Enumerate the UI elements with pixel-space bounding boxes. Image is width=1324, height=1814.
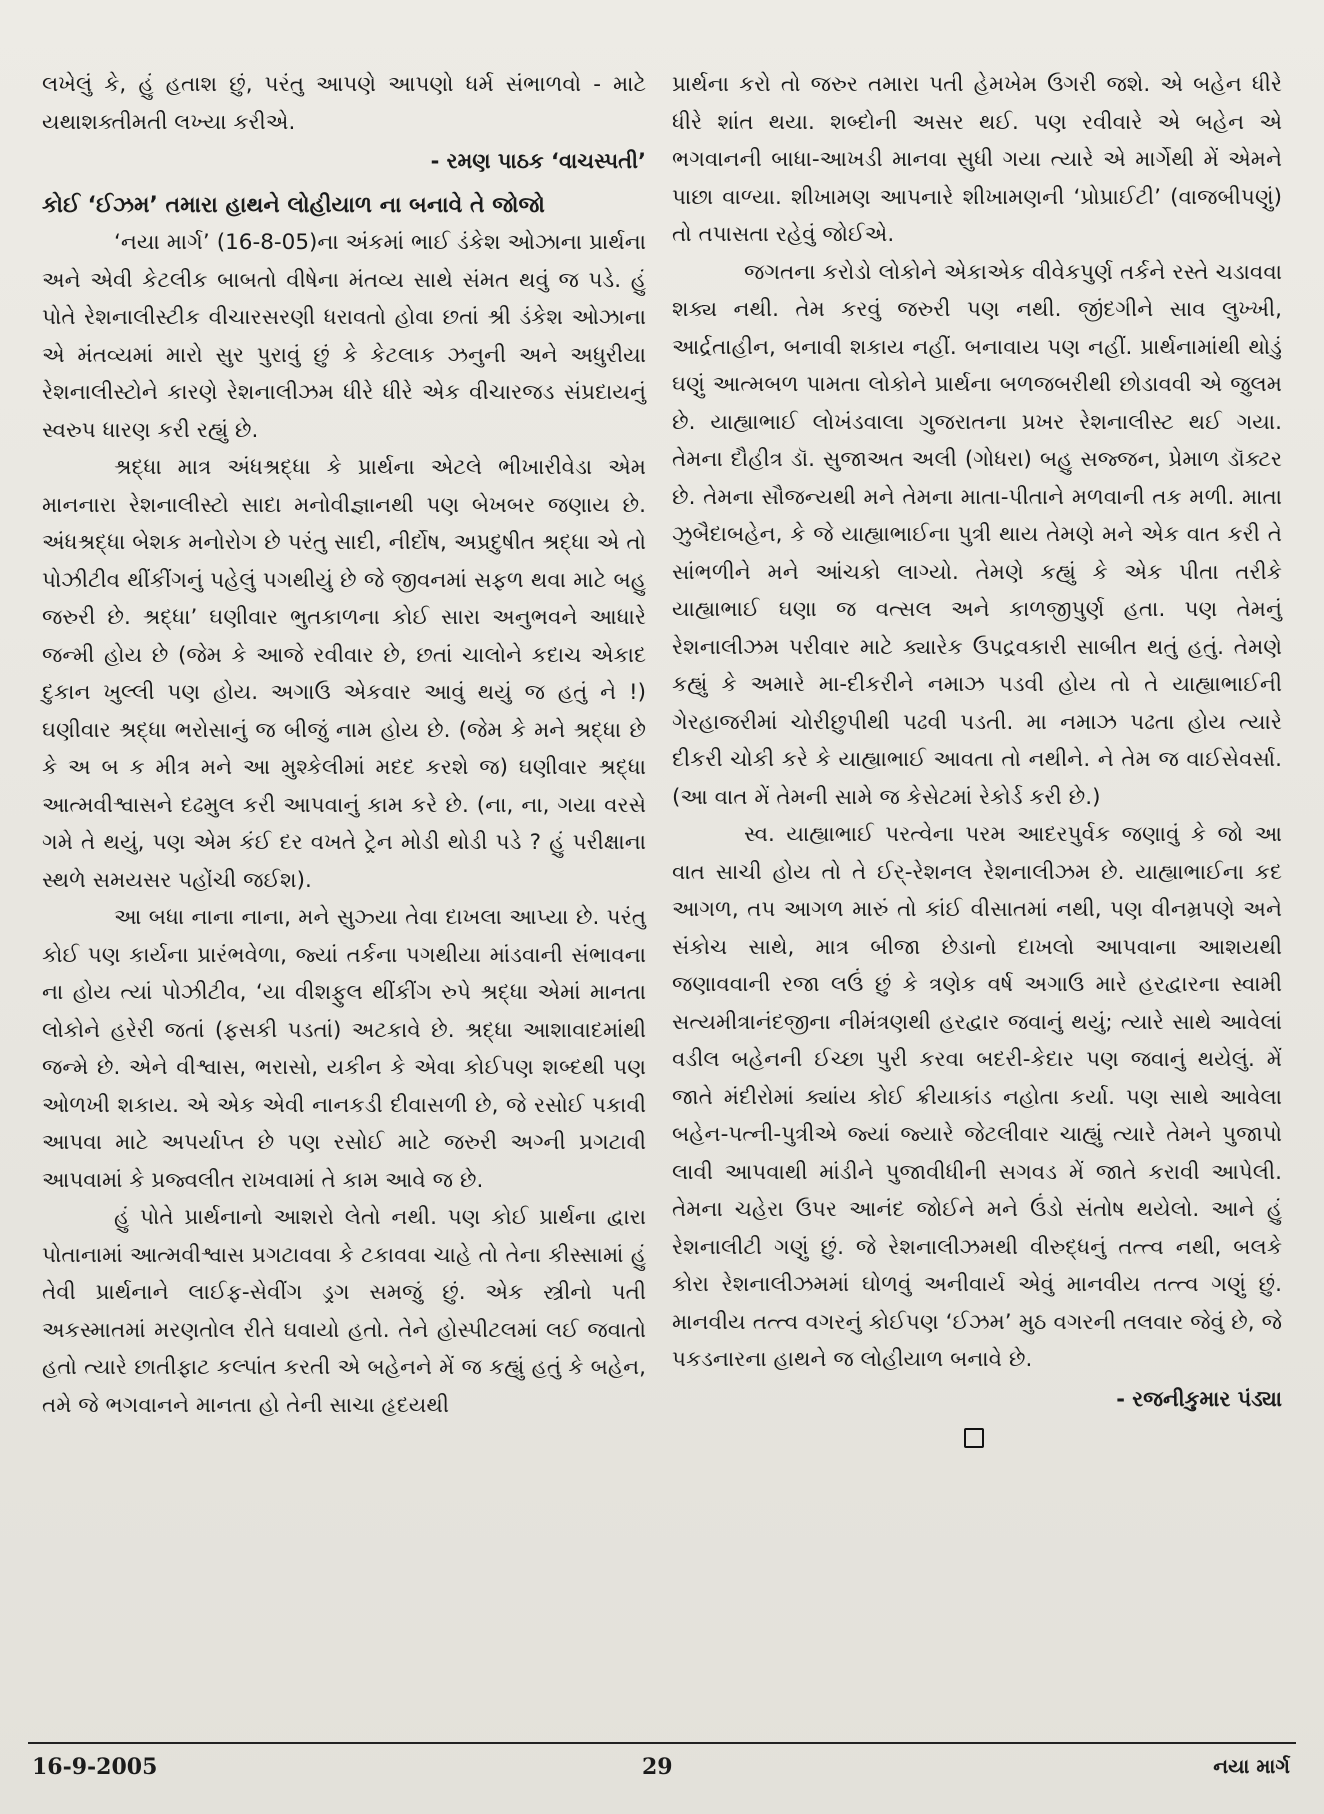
footer-divider — [28, 1742, 1296, 1744]
paragraph-4: હું પોતે પ્રાર્થનાનો આશરો લેતો નથી. પણ કોઈ પ્રાર્થના દ્વારા પોતાનામાં આત્મવીશ્વાસ પ્રગટાવવા કે ટકાવવા ચાહે તો તેના કીસ્સામાં હું તેવી પ્રાર્થનાને લાઈફ-સેવીંગ ડ્રગ સમજું છું. એક સ્ત્રીનો પતી અકસ્માતમાં મરણતોલ રીતે ઘવાયો હતો. તેને હોસ્પીટલમાં લઈ જવાતો હતો ત્યારે છાતીફાટ કલ્પાંત કરતી એ બહેનને મેં જ કહ્યું હતું કે બહેન, તમે જે ભગવાનને માનતા હો તેની સાચા હૃદયથી — [42, 1205, 646, 1418]
end-mark-icon — [964, 1428, 984, 1448]
paragraph-2: શ્રદ્ધા માત્ર અંધશ્રદ્ધા કે પ્રાર્થના એટલે ભીખારીવેડા એમ માનનારા રેશનાલીસ્ટો સાદા મનોવીજ્ઞાનથી પણ બેખબર જણાય છે. અંધશ્રદ્ધા બેશક મનોરોગ છે પરંતુ સાદી, નીર્દોષ, અપ્રદુષીત શ્રદ્ધા એ તો પોઝીટીવ થીંકીંગનું પહેલું પગથીયું છે જે જીવનમાં સફળ થવા માટે બહુ જરુરી છે. શ્રદ્ધા’ ઘણીવાર ભુતકાળના કોઈ સારા અનુભવને આધારે જન્મી હોય છે (જેમ કે આજે રવીવાર છે, છતાં ચાલોને કદાચ એકાદ દુકાન ખુલ્લી પણ હોય. અગાઉ એકવાર આવું થયું જ હતું ને !) ઘણીવાર શ્રદ્ધા ભરોસાનું જ બીજું નામ હોય છે. (જેમ કે મને શ્રદ્ધા છે કે અ બ ક મીત્ર મને આ મુશ્કેલીમાં મદદ કરશે જ) ઘણીવાર શ્રદ્ધા આત્મવીશ્વાસને દઢમુલ કરી આપવાનું કામ કરે છે. (ના, ના, ગયા વરસે ગમે તે થયું, પણ એમ કંઈ દર વખતે ટ્રેન મોડી થોડી પડે ? હું પરીક્ષાના સ્થળે સમયસર પહોંચી જઈશ). — [42, 455, 646, 893]
right-column — [672, 66, 1282, 1448]
intro-signature: - રમણ પાઠક ‘વાચસ્પતી’ — [430, 149, 646, 173]
paragraph-5: પ્રાર્થના કરો તો જરુર તમારા પતી હેમખેમ ઉગરી જશે. એ બહેન ધીરે ધીરે શાંત થયા. શબ્દોની અસર થઈ. પણ રવીવારે એ બહેન એ ભગવાનની બાધા-આખડી માનવા સુધી ગયા ત્યારે એ માર્ગેથી મેં એમને પાછા વાળ્યા. શીખામણ આપનારે શીખામણની ‘પ્રોપ્રાઈટી’ (વાજબીપણું) તો તપાસતા રહેવું જોઈએ. — [672, 72, 1282, 247]
paragraph-3: આ બધા નાના નાના, મને સુઝ્યા તેવા દાખલા આપ્યા છે. પરંતુ કોઈ પણ કાર્યના પ્રારંભવેળા, જ્યાં તર્કના પગથીયા માંડવાની સંભાવના ના હોય ત્યાં પોઝીટીવ, ‘યા વીશફુલ થીંકીંગ રુપે શ્રદ્ધા એમાં માનતા લોકોને હરેરી જતાં (ફસકી પડતાં) અટકાવે છે. શ્રદ્ધા આશાવાદમાંથી જન્મે છે. એને વીશ્વાસ, ભરાસો, યકીન કે એવા કોઈપણ શબ્દથી પણ ઓળખી શકાય. એ એક એવી નાનકડી દીવાસળી છે, જે રસોઈ પકાવી આપવા માટે અપર્યાપ્ત છે પણ રસોઈ માટે જરુરી અગ્ની પ્રગટાવી આપવામાં કે પ્રજ્વલીત રાખવામાં તે કામ આવે જ છે. — [42, 905, 646, 1193]
paragraph-7: સ્વ. યાહ્યાભાઈ પરત્વેના પરમ આદરપુર્વક જણાવું કે જો આ વાત સાચી હોય તો તે ઈર્-રેશનલ રેશનાલીઝમ છે. યાહ્યાભાઈના કદ આગળ, તપ આગળ મારું તો કાંઈ વીસાતમાં નથી, પણ વીનમ્રપણે અને સંકોચ સાથે, માત્ર બીજા છેડાનો દાખલો આપવાના આશયથી જણાવવાની રજા લઉં છું કે ત્રણેક વર્ષ અગાઉ મારે હરદ્વારના સ્વામી સત્યમીત્રાનંદજીના નીમંત્રણથી હરદ્વાર જવાનું થયું; ત્યારે સાથે આવેલાં વડીલ બહેનની ઈચ્છા પુરી કરવા બદરી-કેદાર પણ જવાનું થયેલું. મેં જાતે મંદીરોમાં ક્યાંય કોઈ ક્રીયાકાંડ નહોતા કર્યા. પણ સાથે આવેલા બહેન-પત્ની-પુત્રીએ જ્યાં જ્યારે જેટલીવાર ચાહ્યું ત્યારે તેમને પુજાપો લાવી આપવાથી માંડીને પુજાવીધીની સગવડ મેં જાતે કરાવી આપેલી. તેમના ચહેરા ઉપર આનંદ જોઈને મને ઉંડો સંતોષ થયેલો. આને હું રેશનાલીટી ગણું છું. જે રેશનાલીઝમથી વીરુદ્ધનું તત્ત્વ નથી, બલકે કોરા રેશનાલીઝમમાં ઘોળવું અનીવાર્ય એવું માનવીય તત્ત્વ ગણું છું. માનવીય તત્ત્વ વગરનું કોઈપણ ‘ઈઝમ’ મુઠ વગરની તલવાર જેવું છે, જે પકડનારના હાથને જ લોહીયાળ બનાવે છે. — [672, 822, 1282, 1372]
paragraph-1: ‘નયા માર્ગ’ (16-8-05)ના અંકમાં ભાઈ ડંકેશ ઓઝાના પ્રાર્થના અને એવી કેટલીક બાબતો વીષેના મંતવ્ય સાથે સંમત થવું જ પડે. હું પોતે રેશનાલીસ્ટીક વીચારસરણી ધરાવતો હોવા છતાં શ્રી ડંકેશ ઓઝાના એ મંતવ્યમાં મારો સુર પુરાવું છું કે કેટલાક ઝનુની અને અધુરીયા રેશનાલીસ્ટોને કારણે રેશનાલીઝમ ધીરે ધીરે એક વીચારજડ સંપ્રદાયનું સ્વરુપ ધારણ કરી રહ્યું છે. — [42, 230, 646, 443]
paragraph-6: જગતના કરોડો લોકોને એકાએક વીવેકપુર્ણ તર્કને રસ્તે ચડાવવા શક્ય નથી. તેમ કરવું જરુરી પણ નથી. જીંદગીને સાવ લુખ્ખી, આર્દ્રતાહીન, બનાવી શકાય નહીં. બનાવાય પણ નહીં. પ્રાર્થનામાંથી થોડું ઘણું આત્મબળ પામતા લોકોને પ્રાર્થના બળજબરીથી છોડાવવી એ જુલમ છે. યાહ્યાભાઈ લોખંડવાલા ગુજરાતના પ્રખર રેશનાલીસ્ટ થઈ ગયા. તેમના દૌહીત્ર ડૉ. સુજાઅત અલી (ગોધરા) બહુ સજ્જન, પ્રેમાળ ડૉક્ટર છે. તેમના સૌજન્યથી મને તેમના માતા-પીતાને મળવાની તક મળી. માતા ઝુબૈદાબહેન, કે જે યાહ્યાભાઈના પુત્રી થાય તેમણે મને એક વાત કરી તે સાંભળીને મને આંચકો લાગ્યો. તેમણે કહ્યું કે એક પીતા તરીકે યાહ્યાભાઈ ઘણા જ વત્સલ અને કાળજીપુર્ણ હતા. પણ તેમનું રેશનાલીઝમ પરીવાર માટે ક્યારેક ઉપદ્રવકારી સાબીત થતું હતું. તેમણે કહ્યું કે અમારે મા-દીકરીને નમાઝ પડવી હોય તો તે યાહ્યાભાઈની ગેરહાજરીમાં ચોરીછુપીથી પઢવી પડતી. મા નમાઝ પઢતા હોય ત્યારે દીકરી ચોકી કરે કે યાહ્યાભાઈ આવતા તો નથીને. ને તેમ જ વાઈસેવર્સા. (આ વાત મેં તેમની સામે જ કેસેટમાં રેકોર્ડ કરી છે.) — [672, 259, 1282, 810]
article-heading: કોઈ ‘ઈઝમ’ તમારા હાથને લોહીયાળ ના બનાવે તે જોજો — [42, 192, 545, 218]
left-column — [42, 66, 646, 1424]
intro-paragraph: લખેલું કે, હું હતાશ છું, પરંતુ આપણે આપણો ધર્મ સંભાળવો - માટે યથાશક્તીમતી લખ્યા કરીએ. — [42, 72, 646, 135]
magazine-name: નયા માર્ગ — [1213, 1754, 1290, 1778]
page-number: 29 — [642, 1754, 673, 1780]
author-signature: - રજનીકુમાર પંડ્યા — [1116, 1386, 1282, 1411]
footer-date: 16-9-2005 — [32, 1754, 158, 1780]
